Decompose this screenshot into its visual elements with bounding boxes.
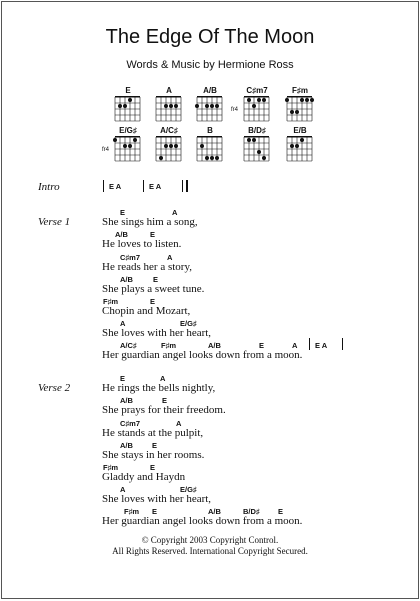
- chord: E: [259, 341, 265, 350]
- finger-dot: [159, 156, 163, 160]
- chord: E: [150, 463, 156, 472]
- lyric-line: Her guardian angel looks down from a moon.: [102, 515, 303, 527]
- finger-dot: [169, 144, 173, 148]
- finger-dot: [295, 110, 299, 114]
- finger-dot: [210, 156, 214, 160]
- finger-dot: [205, 156, 209, 160]
- finger-dot: [252, 138, 256, 142]
- finger-dot: [300, 138, 304, 142]
- finger-dot: [174, 144, 178, 148]
- chord-diagram-name: E: [125, 86, 131, 95]
- intro-bar-1: E A: [109, 182, 122, 191]
- finger-dot: [247, 98, 251, 102]
- songsheet-page: [1, 1, 419, 599]
- chord: E: [152, 507, 158, 516]
- finger-dot: [128, 98, 132, 102]
- finger-dot: [310, 98, 314, 102]
- finger-dot: [215, 104, 219, 108]
- finger-dot: [285, 98, 289, 102]
- lyric-line: She loves with her heart,: [102, 493, 212, 505]
- finger-dot: [290, 110, 294, 114]
- bar-line: [342, 338, 343, 350]
- finger-dot: [200, 144, 204, 148]
- chord: A: [120, 485, 126, 494]
- chord-diagram-name: B: [207, 126, 213, 135]
- finger-dot: [195, 104, 199, 108]
- lyric-line: Gladdy and Haydn: [102, 471, 186, 483]
- finger-dot: [290, 144, 294, 148]
- chord: F♯m: [103, 463, 118, 472]
- copyright-line-1: © Copyright 2003 Copyright Control.: [141, 535, 279, 545]
- chord: E: [153, 275, 159, 284]
- chord-diagram-fsharp-m: [285, 86, 321, 124]
- chord-diagram-e-over-b: [285, 126, 321, 164]
- chord: A: [292, 341, 298, 350]
- chord: F♯m: [103, 297, 118, 306]
- lyric-line: He reads her a story,: [102, 261, 192, 273]
- lyric-line: She loves with her heart,: [102, 327, 212, 339]
- chord: A/B: [120, 275, 133, 284]
- chord-diagram-e: [113, 86, 149, 124]
- finger-dot: [205, 104, 209, 108]
- finger-dot: [295, 144, 299, 148]
- chord: E: [120, 208, 126, 217]
- finger-dot: [164, 144, 168, 148]
- lyric-line: Her guardian angel looks down from a moon.: [102, 349, 303, 361]
- bar-line: [143, 180, 144, 192]
- chord-diagram-name: A/C♯: [160, 126, 178, 135]
- finger-dot: [247, 138, 251, 142]
- chord: E/G♯: [180, 485, 197, 494]
- chord-diagram-name: C♯m7: [246, 86, 268, 95]
- finger-dot: [164, 104, 168, 108]
- fretboard-grid: [242, 95, 272, 123]
- lyric-line: Chopin and Mozart,: [102, 305, 191, 317]
- chord: E: [278, 507, 284, 516]
- fretboard-grid: [242, 135, 272, 163]
- chord-diagram-name: E/B: [293, 126, 307, 135]
- fretboard-grid: [154, 95, 184, 123]
- chord: E: [150, 297, 156, 306]
- chord-diagram-a-over-b: [195, 86, 231, 124]
- section-label-intro: Intro: [38, 181, 60, 193]
- chord: A/B: [208, 341, 221, 350]
- chord: A/B: [120, 396, 133, 405]
- chord: B/D♯: [243, 507, 260, 516]
- section-label-verse-2: Verse 2: [38, 382, 71, 394]
- lyric-line: She prays for their freedom.: [102, 404, 226, 416]
- chord: A: [160, 374, 166, 383]
- bar-line: [103, 180, 104, 192]
- finger-dot: [174, 104, 178, 108]
- fretboard-grid: [154, 135, 184, 163]
- fretboard-grid: [285, 95, 315, 123]
- fretboard-grid: [195, 95, 225, 123]
- fretboard-grid: [285, 135, 315, 163]
- finger-dot: [215, 156, 219, 160]
- chord-diagram-e-over-gsharp: [102, 126, 149, 164]
- fret-label: fr4: [231, 107, 239, 113]
- chord: A: [176, 419, 182, 428]
- finger-dot: [305, 98, 309, 102]
- chord: A/C♯: [120, 341, 137, 350]
- chord-diagram-name: F♯m: [292, 86, 308, 95]
- chord-diagram-name: A/B: [203, 86, 217, 95]
- finger-dot: [128, 144, 132, 148]
- finger-dot: [257, 98, 261, 102]
- finger-dot: [133, 138, 137, 142]
- chord: E: [162, 396, 168, 405]
- bar-line: [309, 338, 310, 350]
- copyright-line-2: All Rights Reserved. International Copyright Secured.: [112, 546, 308, 556]
- lyric-line: He stands at the pulpit,: [102, 427, 204, 439]
- chord-diagram-a: [154, 86, 190, 124]
- chord: A: [167, 253, 173, 262]
- chord: E: [120, 374, 126, 383]
- lyric-line: She sings him a song,: [102, 216, 198, 228]
- song-credit: Words & Music by Hermione Ross: [126, 59, 294, 71]
- lyric-line: She plays a sweet tune.: [102, 283, 205, 295]
- finger-dot: [210, 104, 214, 108]
- fretboard-grid: [113, 135, 143, 163]
- chord: A/B: [120, 441, 133, 450]
- chord-diagram-csharp-m7: [231, 86, 278, 124]
- finger-dot: [123, 144, 127, 148]
- chord: A/B: [208, 507, 221, 516]
- section-label-verse-1: Verse 1: [38, 216, 71, 228]
- chord-diagram-name: B/D♯: [248, 126, 266, 135]
- finger-dot: [169, 104, 173, 108]
- finger-dot: [113, 138, 117, 142]
- chord: C♯m7: [120, 253, 141, 262]
- chord: C♯m7: [120, 419, 141, 428]
- bar-line: [182, 180, 183, 192]
- fretboard-grid: [113, 95, 143, 123]
- chord: A: [120, 319, 126, 328]
- fret-label: fr4: [102, 147, 110, 153]
- chord-diagram-name: E/G♯: [119, 126, 137, 135]
- finger-dot: [252, 104, 256, 108]
- chord: E: [150, 230, 156, 239]
- finger-dot: [123, 104, 127, 108]
- song-title: The Edge Of The Moon: [105, 26, 315, 48]
- chord-diagram-a-over-csharp: [154, 126, 190, 164]
- finger-dot: [257, 150, 261, 154]
- finger-dot: [262, 98, 266, 102]
- chord: A/B: [115, 230, 128, 239]
- chord: E/G♯: [180, 319, 197, 328]
- finger-dot: [262, 156, 266, 160]
- chord-diagram-b: [195, 126, 231, 164]
- final-bar-line: [186, 180, 188, 192]
- chord-bar: E A: [315, 341, 328, 350]
- chord: F♯m: [124, 507, 139, 516]
- chord-diagram-b-over-dsharp: [242, 126, 278, 164]
- copyright-notice: [2, 535, 418, 557]
- chord: A: [172, 208, 178, 217]
- chord: F♯m: [161, 341, 176, 350]
- finger-dot: [300, 98, 304, 102]
- finger-dot: [118, 104, 122, 108]
- chord: E: [152, 441, 158, 450]
- lyric-line: She stays in her rooms.: [102, 449, 205, 461]
- chord-diagram-name: A: [166, 86, 172, 95]
- lyric-line: He loves to listen.: [102, 238, 182, 250]
- fretboard-grid: [195, 135, 225, 163]
- lyric-line: He rings the bells nightly,: [102, 382, 216, 394]
- intro-bar-2: E A: [149, 182, 162, 191]
